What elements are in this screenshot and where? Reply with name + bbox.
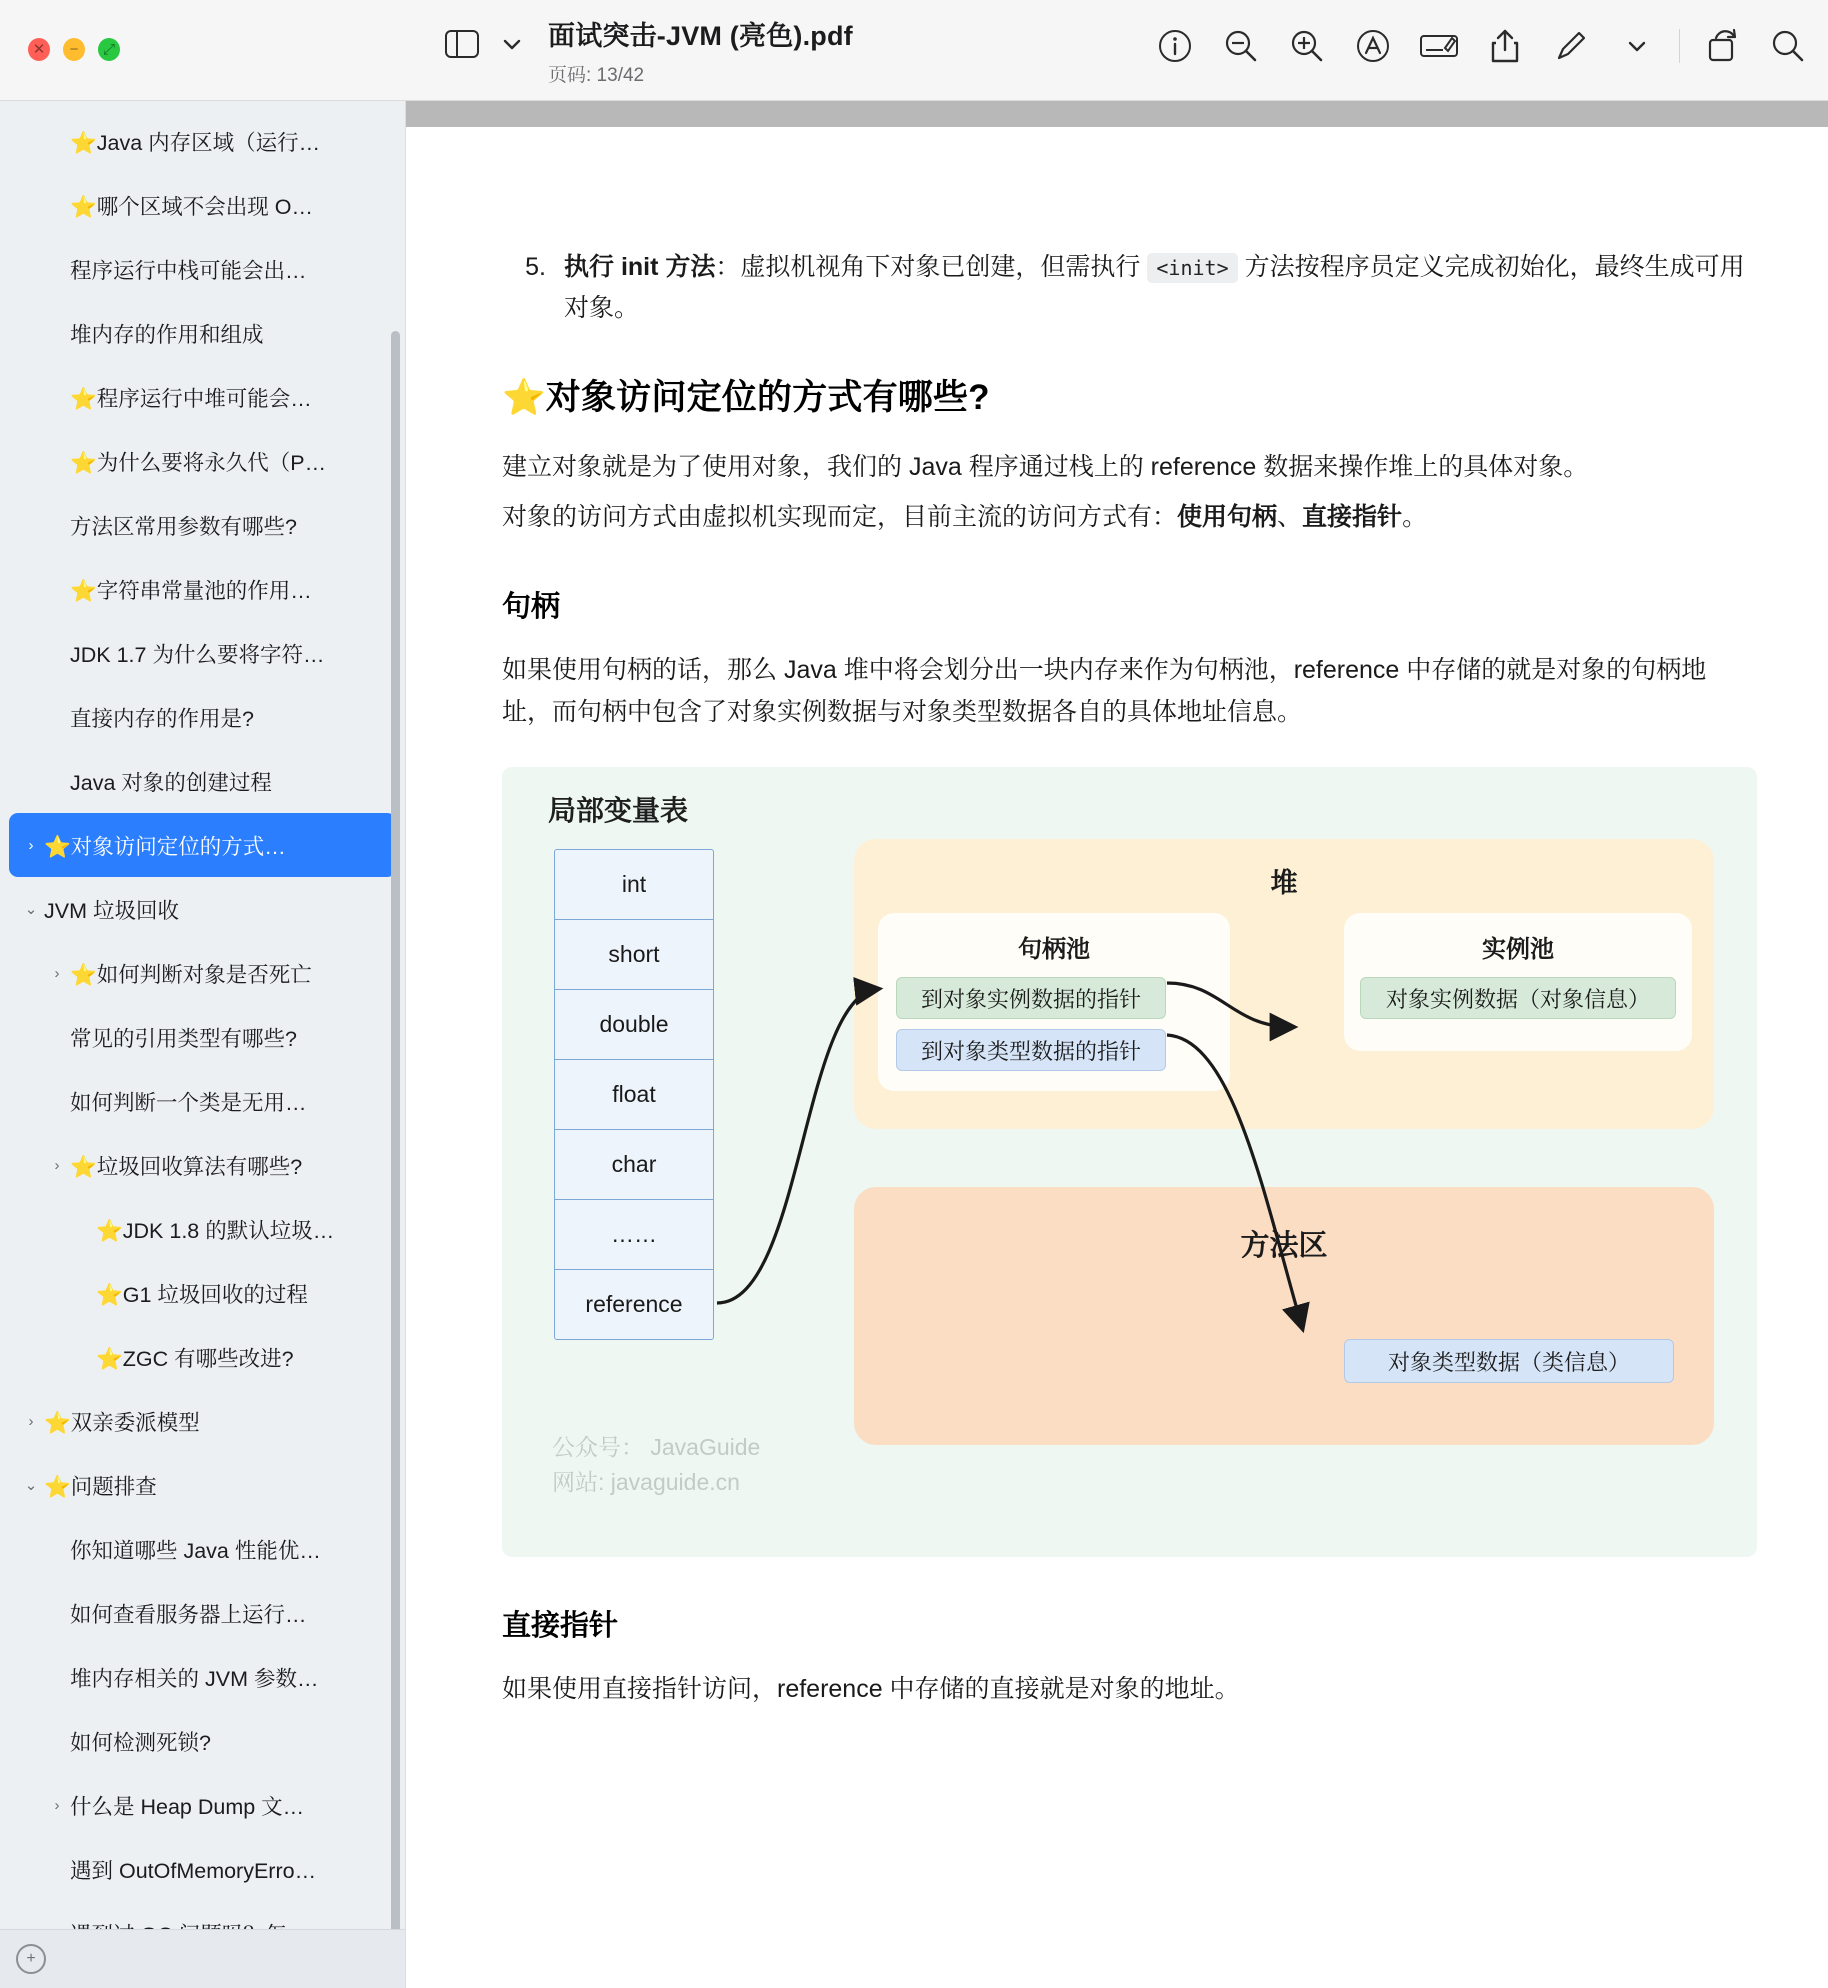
chevron-down-icon[interactable]: ⌄: [24, 901, 38, 918]
pointer-paragraph: 如果使用直接指针访问，reference 中存储的直接就是对象的地址。: [502, 1675, 1240, 1703]
sidebar-item[interactable]: [0, 1133, 405, 1197]
chevron-down-icon[interactable]: [490, 24, 534, 64]
sidebar-item[interactable]: [0, 621, 405, 685]
traffic-light-buttons: [0, 0, 120, 61]
watermark-line-1: 公众号： JavaGuide: [552, 1434, 761, 1460]
sidebar-item-label: ⭐哪个区域不会出现 O…: [70, 194, 313, 219]
sidebar-item-label: ⭐JDK 1.8 的默认垃圾…: [96, 1218, 335, 1243]
sidebar-item-label: ⭐问题排查: [44, 1474, 157, 1499]
sidebar-item[interactable]: [0, 1261, 405, 1325]
sidebar-item[interactable]: [0, 1389, 405, 1453]
intro-paragraph-line2: [502, 496, 1756, 538]
stack-slot: int: [555, 850, 713, 920]
inline-code: <init>: [1147, 253, 1237, 283]
sidebar-item[interactable]: [0, 1453, 405, 1517]
sidebar-item-label: ⭐字符串常量池的作用…: [70, 578, 312, 603]
toolbar-right-group: [1149, 22, 1814, 70]
list-marker: 5.: [525, 253, 546, 281]
annotate-icon[interactable]: [1413, 22, 1465, 70]
sidebar-item-label: ⭐对象访问定位的方式…: [44, 834, 286, 859]
list-item-body-1: ：虚拟机视角下对象已创建，但需执行: [715, 253, 1141, 281]
markup-dropdown-icon[interactable]: [1611, 22, 1663, 70]
sidebar-item[interactable]: [0, 1645, 405, 1709]
document-pane[interactable]: [406, 101, 1828, 1988]
handle-paragraph: 如果使用句柄的话，那么 Java 堆中将会划分出一块内存来作为句柄池，reference 中存储的就是对象的句柄地址，而句柄中包含了对象实例数据与对象类型数据各自的具体地址信息。: [502, 656, 1707, 726]
sidebar-item[interactable]: [0, 1709, 405, 1773]
sidebar-item-label: 什么是 Heap Dump 文…: [70, 1794, 305, 1819]
intro-text-d: 直接指针: [1302, 503, 1403, 531]
stack-slot: float: [555, 1060, 713, 1130]
sidebar-item[interactable]: [0, 1837, 405, 1901]
sidebar-item-selected[interactable]: [9, 813, 396, 877]
zoom-window-button[interactable]: ⤢: [98, 38, 120, 61]
subsection-heading-pointer: 直接指针: [502, 1610, 619, 1642]
stack-slot: short: [555, 920, 713, 990]
page-title: 面试突击-JVM (亮色).pdf: [548, 21, 853, 51]
sidebar-item[interactable]: [0, 749, 405, 813]
stack-slot: char: [555, 1130, 713, 1200]
outline-list: [0, 101, 405, 1965]
sidebar-item-label: 如何判断一个类是无用…: [70, 1090, 307, 1115]
sidebar-item[interactable]: [0, 685, 405, 749]
sidebar-item-label: 直接内存的作用是?: [70, 706, 254, 731]
add-circle-icon[interactable]: +: [16, 1944, 46, 1974]
list-item-body-2: 方法按程序员定义完成初始化，最终生成可用对象。: [564, 253, 1745, 322]
sidebar-item-label: ⭐G1 垃圾回收的过程: [96, 1282, 308, 1307]
sidebar-item[interactable]: [0, 365, 405, 429]
chevron-right-icon[interactable]: ›: [28, 836, 34, 854]
sidebar-item[interactable]: [0, 1069, 405, 1133]
sidebar-scrollbar[interactable]: [391, 331, 400, 1988]
diagram-watermark: [552, 1430, 760, 1499]
sidebar-item[interactable]: [0, 429, 405, 493]
sidebar-item-label: 遇到 OutOfMemoryErro…: [70, 1858, 317, 1883]
sidebar-item-label: 方法区常用参数有哪些?: [70, 514, 297, 539]
sidebar-footer: [0, 1929, 405, 1988]
method-area-label: 方法区: [1240, 1230, 1328, 1262]
local-variable-table: [554, 849, 714, 1340]
search-icon[interactable]: [1762, 22, 1814, 70]
sidebar-item[interactable]: [0, 1197, 405, 1261]
rotate-icon[interactable]: [1696, 22, 1748, 70]
close-window-button[interactable]: ✕: [28, 38, 50, 61]
sidebar-item-label: 堆内存的作用和组成: [70, 322, 264, 347]
sidebar-item-label: ⭐程序运行中堆可能会…: [70, 386, 312, 411]
heap-region: [854, 839, 1714, 1129]
zoom-out-icon[interactable]: [1215, 22, 1267, 70]
list-item-text: [564, 247, 1756, 328]
titlebar: [0, 0, 1828, 101]
sidebar-item-label: 堆内存相关的 JVM 参数…: [70, 1666, 319, 1691]
handle-pool-label: 句柄池: [1018, 936, 1090, 963]
info-icon[interactable]: [1149, 22, 1201, 70]
sidebar-item[interactable]: [0, 1581, 405, 1645]
instance-data-chip: 对象实例数据（对象信息）: [1360, 977, 1676, 1019]
section-heading: ⭐对象访问定位的方式有哪些?: [502, 378, 990, 417]
sidebar-item-label: JDK 1.7 为什么要将字符…: [70, 642, 325, 667]
sidebar-item-label: ⭐垃圾回收算法有哪些?: [70, 1154, 303, 1179]
outline-sidebar[interactable]: [0, 101, 406, 1988]
sidebar-item-label: ⭐Java 内存区域（运行…: [70, 130, 321, 155]
sidebar-item-label: 程序运行中栈可能会出…: [70, 258, 307, 283]
sidebar-item[interactable]: [0, 877, 405, 941]
handle-chip-type-pointer: 到对象类型数据的指针: [896, 1029, 1166, 1071]
sidebar-item[interactable]: [0, 557, 405, 621]
sidebar-item-label: ⭐如何判断对象是否死亡: [70, 962, 312, 987]
toolbar-divider: [1679, 29, 1680, 63]
list-item: [502, 247, 1756, 328]
sidebar-item[interactable]: [0, 1005, 405, 1069]
sidebar-item[interactable]: [0, 1325, 405, 1389]
toolbar-left-group: [440, 24, 534, 64]
chevron-right-icon[interactable]: ›: [54, 1796, 60, 1814]
intro-text-a: 对象的访问方式由虚拟机实现而定，目前主流的访问方式有：: [502, 503, 1178, 531]
sidebar-item[interactable]: [0, 493, 405, 557]
subsection-heading-handle: 句柄: [502, 591, 561, 623]
watermark-line-2: 网站: javaguide.cn: [552, 1468, 740, 1495]
chevron-down-icon[interactable]: ⌄: [24, 1477, 38, 1494]
sidebar-icon[interactable]: [440, 24, 484, 64]
pdf-page: [406, 127, 1828, 1988]
intro-paragraph-line1: 建立对象就是为了使用对象，我们的 Java 程序通过栈上的 reference 数据来操作堆上的具体对象。: [502, 453, 1589, 481]
sidebar-item[interactable]: [0, 1517, 405, 1581]
minimize-window-button[interactable]: −: [63, 38, 85, 61]
sidebar-item-label: 如何查看服务器上运行…: [70, 1602, 307, 1627]
sidebar-item-label: 常见的引用类型有哪些?: [70, 1026, 297, 1051]
sidebar-item-label: ⭐ZGC 有哪些改进?: [96, 1346, 294, 1371]
type-data-chip: 对象类型数据（类信息）: [1344, 1339, 1674, 1383]
sidebar-item[interactable]: [0, 109, 405, 173]
intro-text-c: 、: [1277, 503, 1303, 531]
stack-slot: reference: [585, 1291, 683, 1317]
sidebar-item-label: ⭐为什么要将永久代（P…: [70, 450, 327, 475]
page-indicator: 页码: 13/42: [548, 65, 645, 86]
sidebar-item[interactable]: [0, 301, 405, 365]
method-area-region: [854, 1187, 1714, 1445]
object-access-diagram: [502, 767, 1757, 1557]
heap-label: 堆: [1270, 868, 1298, 898]
sidebar-item-label: Java 对象的创建过程: [70, 770, 272, 795]
chevron-right-icon[interactable]: ›: [28, 1412, 34, 1430]
window-body: [0, 101, 1828, 1988]
document-title-block: [548, 14, 853, 87]
sidebar-item[interactable]: [0, 237, 405, 301]
sidebar-item-label: ⭐双亲委派模型: [44, 1410, 200, 1435]
chevron-right-icon[interactable]: ›: [54, 1156, 60, 1174]
diagram-title: 局部变量表: [548, 795, 689, 826]
sidebar-item-label: 如何检测死锁?: [70, 1730, 211, 1755]
handle-pool: [878, 913, 1230, 1091]
intro-text-b: 使用句柄: [1177, 503, 1278, 531]
instance-pool: [1344, 913, 1692, 1051]
share-icon[interactable]: [1479, 22, 1531, 70]
stack-slot: double: [555, 990, 713, 1060]
instance-pool-label: 实例池: [1482, 936, 1554, 963]
sidebar-item[interactable]: [0, 941, 405, 1005]
highlight-icon[interactable]: [1347, 22, 1399, 70]
sidebar-item[interactable]: [0, 173, 405, 237]
intro-text-e: 。: [1402, 503, 1428, 531]
sidebar-item-label: 你知道哪些 Java 性能优…: [70, 1538, 321, 1563]
markup-icon[interactable]: [1545, 22, 1597, 70]
sidebar-item-label: JVM 垃圾回收: [44, 898, 179, 923]
list-item-lead: 执行 init 方法: [564, 253, 716, 281]
stack-slot: ……: [555, 1200, 713, 1270]
sidebar-item[interactable]: [0, 1773, 405, 1837]
chevron-right-icon[interactable]: ›: [54, 964, 60, 982]
zoom-in-icon[interactable]: [1281, 22, 1333, 70]
handle-chip-instance-pointer: 到对象实例数据的指针: [896, 977, 1166, 1019]
